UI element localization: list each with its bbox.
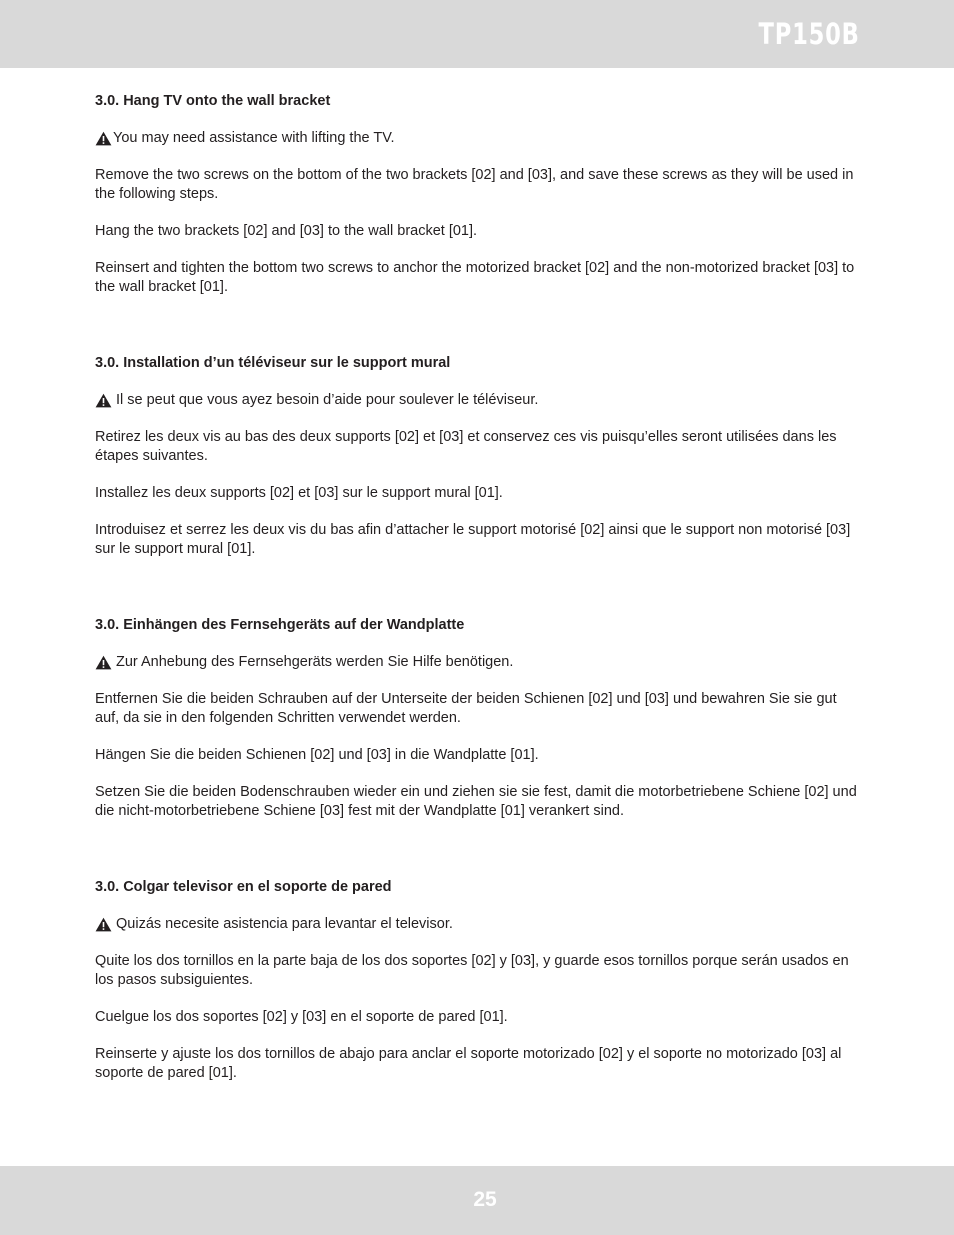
paragraph: Cuelgue los dos soportes [02] y [03] en el soporte de pared [01]. [95,1009,508,1025]
section-german [95,616,863,821]
paragraph: Quite los dos tornillos en la parte baja de los dos soportes [02] y [03], y guarde esos tornillos porque serán usados en los pasos subsiguientes. [95,953,849,988]
warning-note [95,915,863,934]
paragraph: Reinsert and tighten the bottom two screws to anchor the motorized bracket [02] and the non-motorized bracket [03] to the wall bracket [01]. [95,260,855,295]
paragraph: Introduisez et serrez les deux vis du bas afin d’attacher le support motorisé [02] ainsi que le support non motorisé [03] sur le support mural [01]. [95,522,851,557]
paragraph: Hang the two brackets [02] and [03] to the wall bracket [01]. [95,223,478,239]
warning-note [95,129,863,148]
section-english [95,92,863,297]
paragraph: Remove the two screws on the bottom of the two brackets [02] and [03], and save these screws as they will be used in the following steps. [95,167,854,202]
section-heading: 3.0. Installation d’un téléviseur sur le support mural [95,355,451,371]
warning-icon [95,655,112,670]
paragraph: Entfernen Sie die beiden Schrauben auf der Unterseite der beiden Schienen [02] und [03] und bewahren Sie sie gut auf, da sie in den folgenden Schritten verwendet werden. [95,691,837,726]
warning-text: Quizás necesite asistencia para levantar el televisor. [116,916,453,932]
section-heading: 3.0. Hang TV onto the wall bracket [95,93,331,109]
page-number: 25 [473,1188,497,1211]
warning-text: Zur Anhebung des Fernsehgeräts werden Sie Hilfe benötigen. [116,654,514,670]
warning-text: You may need assistance with lifting the TV. [113,130,395,146]
model-title: TP150B [758,17,860,51]
warning-text: Il se peut que vous ayez besoin d’aide pour soulever le téléviseur. [116,392,539,408]
section-french [95,354,863,559]
paragraph: Installez les deux supports [02] et [03] sur le support mural [01]. [95,485,503,501]
footer-bar [0,1166,954,1235]
warning-icon [95,917,112,932]
header-bar [0,0,954,68]
warning-note [95,653,863,672]
section-heading: 3.0. Colgar televisor en el soporte de pared [95,879,392,895]
paragraph: Reinserte y ajuste los dos tornillos de abajo para anclar el soporte motorizado [02] y el soporte no motorizado [03] al soporte de pared [01]. [95,1046,842,1081]
paragraph: Hängen Sie die beiden Schienen [02] und [03] in die Wandplatte [01]. [95,747,539,763]
warning-icon [95,131,112,146]
warning-note [95,391,863,410]
warning-icon [95,393,112,408]
section-heading: 3.0. Einhängen des Fernsehgeräts auf der Wandplatte [95,617,465,633]
paragraph: Setzen Sie die beiden Bodenschrauben wieder ein und ziehen sie sie fest, damit die motorbetriebene Schiene [02] und die nicht-motorbetriebene Schiene [03] fest mit der Wandplatte [01] verankert sind. [95,784,857,819]
paragraph: Retirez les deux vis au bas des deux supports [02] et [03] et conservez ces vis puisqu’elles seront utilisées dans les étapes suivantes. [95,429,837,464]
section-spanish [95,878,863,1083]
